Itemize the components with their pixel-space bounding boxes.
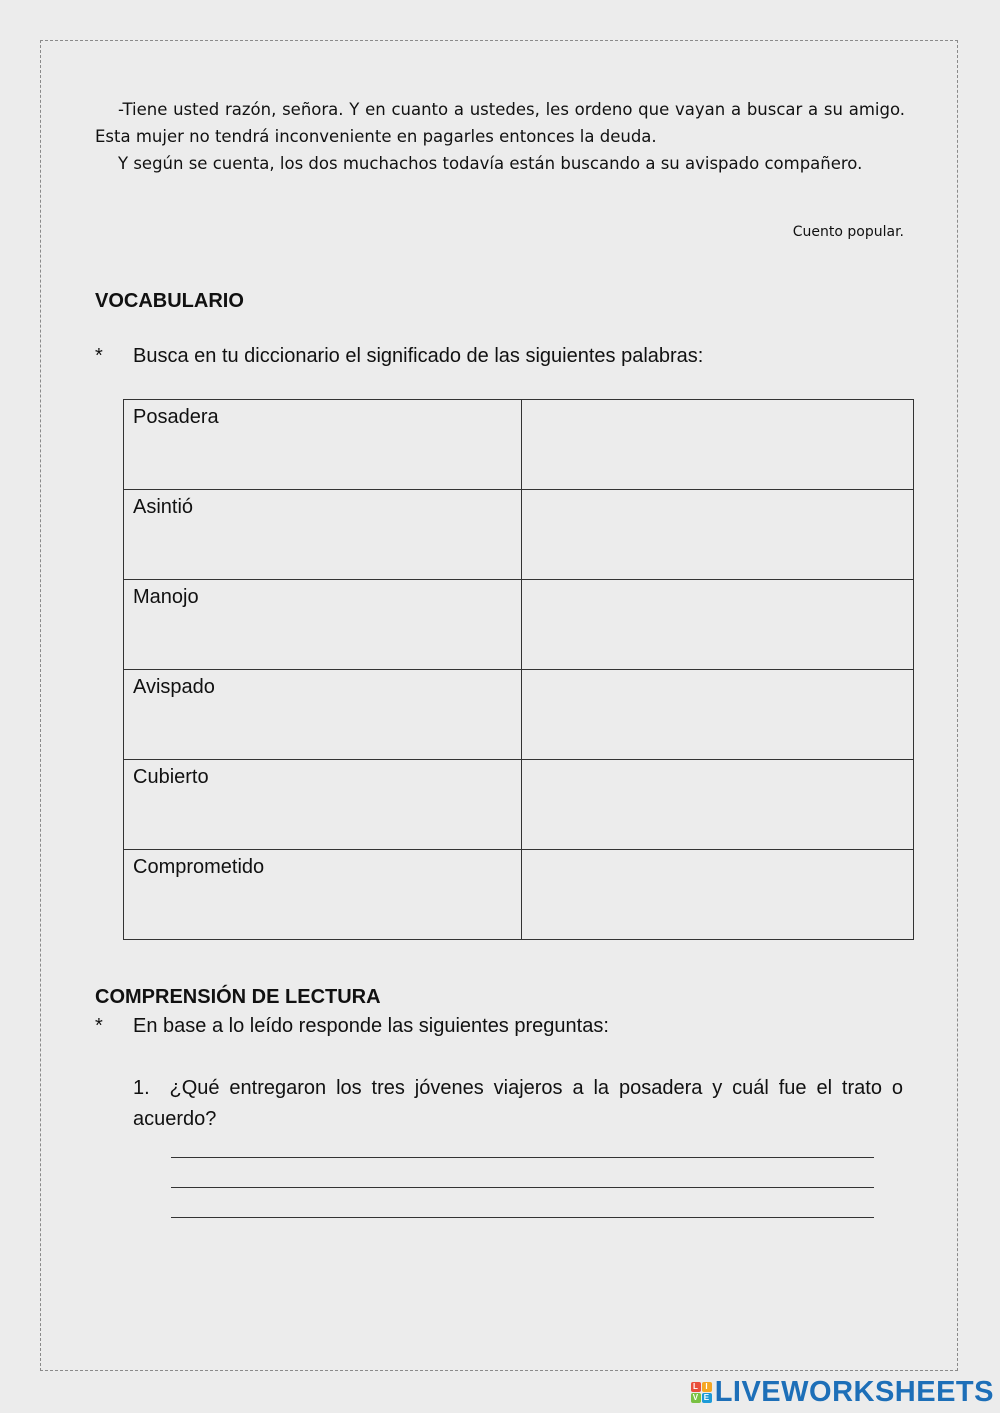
vocab-word: Posadera — [124, 400, 522, 490]
vocabulary-instruction — [95, 345, 703, 368]
answer-line[interactable] — [171, 1187, 874, 1188]
vocab-word: Comprometido — [124, 850, 522, 940]
bullet-star: * — [95, 345, 103, 367]
bullet-star: * — [95, 1015, 103, 1037]
logo-letter: V — [691, 1393, 701, 1403]
brand-logo-icon — [691, 1382, 712, 1403]
vocab-meaning-field[interactable] — [522, 490, 914, 580]
table-row — [124, 760, 914, 850]
logo-letter: I — [702, 1382, 712, 1392]
table-row — [124, 400, 914, 490]
vocab-meaning-field[interactable] — [522, 580, 914, 670]
vocab-word: Avispado — [124, 670, 522, 760]
table-row — [124, 850, 914, 940]
vocab-meaning-field[interactable] — [522, 850, 914, 940]
vocab-meaning-field[interactable] — [522, 670, 914, 760]
vocab-meaning-field[interactable] — [522, 760, 914, 850]
story-paragraph-1: -Tiene usted razón, señora. Y en cuanto a ustedes, les ordeno que vayan a buscar a su amigo. Esta mujer no tendrá inconveniente en pagarles entonces la deuda. — [95, 100, 905, 146]
vocabulary-instruction-text: Busca en tu diccionario el significado de las siguientes palabras: — [133, 345, 704, 367]
story-paragraph-2: Y según se cuenta, los dos muchachos todavía están buscando a su avispado compañero. — [118, 154, 863, 173]
comprehension-instruction — [95, 1015, 609, 1038]
question-1 — [133, 1073, 903, 1135]
vocab-word: Asintió — [124, 490, 522, 580]
logo-letter: E — [702, 1393, 712, 1403]
vocab-meaning-field[interactable] — [522, 400, 914, 490]
answer-line[interactable] — [171, 1217, 874, 1218]
story-source: Cuento popular. — [792, 224, 904, 240]
table-row — [124, 580, 914, 670]
liveworksheets-logo — [691, 1376, 994, 1409]
brand-name: LIVEWORKSHEETS — [714, 1376, 994, 1408]
table-row — [124, 490, 914, 580]
question-text: ¿Qué entregaron los tres jóvenes viajeros a la posadera y cuál fue el trato o acuerdo? — [133, 1077, 903, 1130]
vocab-word: Cubierto — [124, 760, 522, 850]
vocabulary-table — [123, 399, 914, 940]
vocab-word: Manojo — [124, 580, 522, 670]
comprehension-heading: COMPRENSIÓN DE LECTURA — [95, 986, 381, 1008]
story-text — [95, 96, 905, 177]
logo-letter: L — [691, 1382, 701, 1392]
question-number: 1. — [133, 1077, 150, 1099]
table-row — [124, 670, 914, 760]
answer-line[interactable] — [171, 1157, 874, 1158]
vocabulary-heading: VOCABULARIO — [95, 290, 244, 312]
comprehension-instruction-text: En base a lo leído responde las siguientes preguntas: — [133, 1015, 609, 1037]
